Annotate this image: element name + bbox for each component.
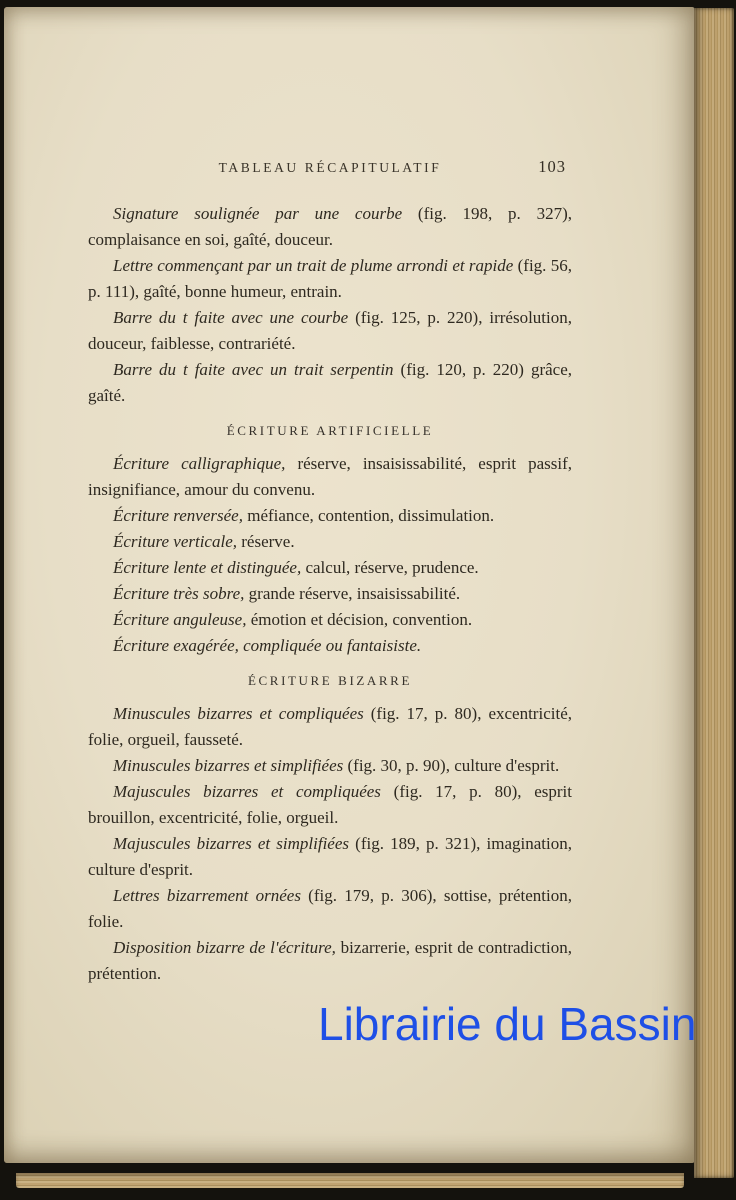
text-run: (fig. 17, p. 80), excentricité, folie, orgueil, fausseté. [88,704,572,749]
book-page [4,7,695,1163]
paragraph [88,779,572,831]
text-block [88,159,572,987]
paragraph [88,831,572,883]
section-heading: ÉCRITURE ARTIFICIELLE [226,423,434,438]
text-run: (fig. 17, p. 80), esprit brouillon, excentricité, folie, orgueil. [88,782,572,827]
italic-term: Écriture verticale, [113,532,237,551]
italic-term: Écriture renversée, [113,506,243,525]
italic-term: Disposition bizarre de l'écriture, [113,938,336,957]
italic-term: Minuscules bizarres et compliquées [113,704,364,723]
paragraph [88,633,572,659]
page-number: 103 [538,157,566,176]
paragraph [88,503,572,529]
paragraph [88,305,572,357]
text-run: calcul, réserve, prudence. [301,558,479,577]
italic-term: Écriture exagérée, compliquée ou fantaisiste. [113,636,422,655]
italic-term: Majuscules bizarres et compliquées [113,782,381,801]
italic-term: Barre du t faite avec un trait serpentin [113,360,394,379]
italic-term: Écriture très sobre, [113,584,245,603]
italic-term: Minuscules bizarres et simplifiées [113,756,344,775]
text-run: émotion et décision, convention. [246,610,473,629]
text-run: (fig. 56, p. 111), gaîté, bonne humeur, entrain. [88,256,573,301]
text-run: (fig. 198, p. 327), complaisance en soi, gaîté, douceur. [88,204,572,249]
italic-term: Majuscules bizarres et simplifiées [113,834,350,853]
paragraph [88,357,572,409]
italic-term: Lettres bizarrement ornées [113,886,301,905]
paragraph [88,529,572,555]
paragraph [88,701,572,753]
text-run: réserve. [237,532,295,551]
page-content [88,201,572,987]
watermark: Librairie du Bassin [318,998,697,1050]
paragraph [88,581,572,607]
text-run: (fig. 30, p. 90), culture d'esprit. [343,756,560,775]
paragraph [88,253,572,305]
text-run: (fig. 179, p. 306), sottise, prétention, folie. [88,886,572,931]
section-heading: ÉCRITURE BIZARRE [247,673,412,688]
running-title: TABLEAU RÉCAPITULATIF [218,160,442,175]
fore-edge-pages [694,8,734,1178]
paragraph [88,935,572,987]
text-run: méfiance, contention, dissimulation. [242,506,495,525]
paragraph [88,201,572,253]
italic-term: Lettre commençant par un trait de plume arrondi et rapide [113,256,514,275]
text-run: grande réserve, insaisissabilité. [244,584,461,603]
paragraph [88,753,572,779]
paragraph [88,607,572,633]
text-run: bizarrerie, esprit de contradiction, prétention. [88,938,572,983]
italic-term: Écriture lente et distinguée, [113,558,302,577]
text-run: (fig. 125, p. 220), irrésolution, douceur, faiblesse, contrariété. [88,308,572,353]
paragraph [88,555,572,581]
italic-term: Écriture calligraphique, [113,454,286,473]
italic-term: Barre du t faite avec une courbe [113,308,349,327]
italic-term: Écriture anguleuse, [113,610,247,629]
page-header [88,159,572,181]
text-run: réserve, insaisissabilité, esprit passif, insignifiance, amour du convenu. [88,454,572,499]
italic-term: Signature soulignée par une courbe [113,204,403,223]
text-run: (fig. 120, p. 220) grâce, gaîté. [88,360,572,405]
bottom-edge-pages [16,1173,684,1188]
paragraph [88,883,572,935]
text-run: (fig. 189, p. 321), imagination, culture d'esprit. [88,834,572,879]
paragraph [88,451,572,503]
